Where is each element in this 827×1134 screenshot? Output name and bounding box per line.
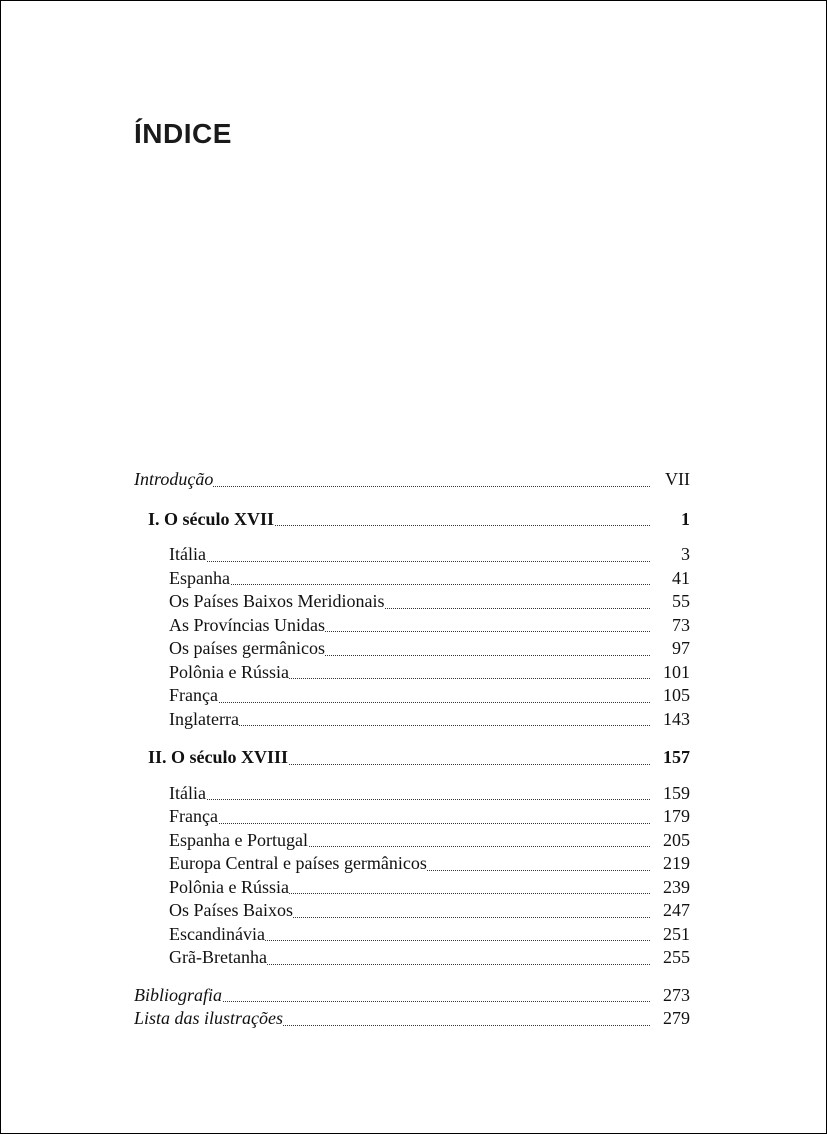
toc-entry-lista-ilustracoes[interactable] (134, 1007, 690, 1031)
toc-item[interactable] (134, 543, 690, 567)
toc-item[interactable] (134, 614, 690, 638)
toc-part-label: I. O século XVII (134, 509, 274, 529)
toc-item-label: Escandinávia (169, 923, 265, 944)
toc-item[interactable] (134, 684, 690, 708)
toc-entry-page: 279 (657, 1007, 690, 1031)
toc-item[interactable] (134, 829, 690, 853)
toc-item-label: França (169, 685, 218, 705)
toc-item-page: 179 (657, 805, 690, 829)
toc-part-page: 157 (657, 746, 690, 770)
toc-item-page: 159 (657, 782, 690, 806)
toc-entry-introducao[interactable] (134, 468, 690, 492)
toc-part-page: 1 (675, 508, 690, 532)
toc-item-label: Itália (169, 544, 206, 564)
toc-item-page: 247 (657, 899, 690, 923)
toc-item-page: 73 (666, 614, 690, 638)
toc-item-label: Polônia e Rússia (169, 876, 289, 897)
toc-item[interactable] (134, 923, 690, 947)
toc-entry-label: Bibliografia (134, 984, 223, 1005)
toc-item[interactable] (134, 708, 690, 732)
dot-leader (169, 823, 650, 824)
dot-leader (169, 799, 650, 800)
toc-item[interactable] (134, 782, 690, 806)
table-of-contents (134, 468, 690, 1031)
toc-item[interactable] (134, 946, 690, 970)
toc-item-label: Grã-Bretanha (169, 947, 267, 967)
toc-item-label: Polônia e Rússia (169, 661, 289, 682)
toc-item-label: Itália (169, 782, 206, 803)
toc-item[interactable] (134, 661, 690, 685)
toc-item[interactable] (134, 899, 690, 923)
page-title: ÍNDICE (134, 118, 232, 149)
toc-item-label: Os Países Baixos Meridionais (169, 591, 385, 611)
toc-entry-page: 273 (657, 984, 690, 1008)
toc-item-page: 239 (657, 876, 690, 900)
toc-item-page: 219 (657, 852, 690, 876)
toc-item-label: Europa Central e países germânicos (169, 853, 427, 873)
toc-item-label: França (169, 806, 218, 826)
toc-item-page: 255 (657, 946, 690, 970)
toc-entry-page: VII (659, 468, 690, 492)
toc-item[interactable] (134, 590, 690, 614)
dot-leader (169, 584, 650, 585)
toc-item-label: Espanha (169, 567, 230, 588)
toc-item-page: 3 (675, 543, 690, 567)
toc-item-page: 101 (657, 661, 690, 685)
toc-item-label: Espanha e Portugal (169, 829, 308, 850)
toc-entry-bibliografia[interactable] (134, 984, 690, 1008)
toc-item-page: 97 (666, 637, 690, 661)
toc-item-page: 205 (657, 829, 690, 853)
dot-leader (169, 702, 650, 703)
toc-item[interactable] (134, 567, 690, 591)
toc-item[interactable] (134, 852, 690, 876)
toc-item-page: 251 (657, 923, 690, 947)
toc-item-label: As Províncias Unidas (169, 614, 325, 635)
toc-entry-label: Introdução (134, 469, 214, 489)
toc-item-label: Os Países Baixos (169, 900, 294, 920)
toc-part-label: II. O século XVIII (134, 747, 288, 767)
toc-part-1[interactable] (134, 508, 690, 532)
toc-item-label: Inglaterra (169, 708, 239, 729)
toc-item-label: Os países germânicos (169, 638, 325, 658)
toc-item[interactable] (134, 805, 690, 829)
toc-item-page: 41 (666, 567, 690, 591)
toc-item[interactable] (134, 637, 690, 661)
toc-item-page: 143 (657, 708, 690, 732)
toc-part-1-items (134, 543, 690, 731)
toc-part-2-items (134, 782, 690, 970)
toc-item[interactable] (134, 876, 690, 900)
dot-leader (169, 561, 650, 562)
dot-leader (169, 725, 650, 726)
toc-item-page: 105 (657, 684, 690, 708)
toc-entry-label: Lista das ilustrações (134, 1008, 284, 1028)
toc-item-page: 55 (666, 590, 690, 614)
toc-part-2[interactable] (134, 746, 690, 770)
